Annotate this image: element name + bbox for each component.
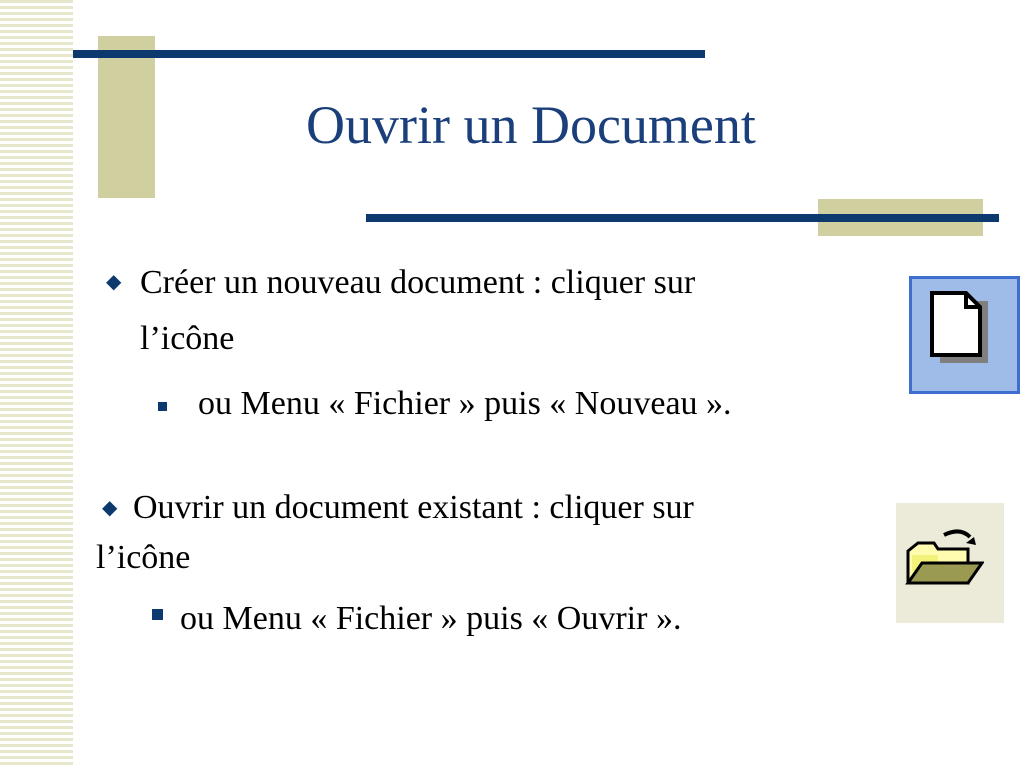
square-bullet-icon — [152, 609, 163, 620]
bullet-2-line-1: Ouvrir un document existant : cliquer sur — [133, 489, 694, 526]
new-document-icon — [928, 289, 1008, 369]
square-bullet-icon — [158, 402, 167, 411]
new-document-button[interactable] — [909, 276, 1020, 394]
bullet-1-sub: ou Menu « Fichier » puis « Nouveau ». — [198, 385, 732, 422]
bullet-1-line-2: l’icône — [140, 320, 235, 357]
diamond-bullet-icon: ◆ — [102, 497, 118, 519]
open-folder-icon — [904, 527, 984, 593]
top-accent-line — [73, 50, 705, 58]
left-stripe-decoration — [0, 0, 73, 768]
slide-title: Ouvrir un Document — [306, 95, 756, 155]
top-accent-block — [98, 36, 155, 198]
bullet-1-line-1: Créer un nouveau document : cliquer sur — [140, 264, 696, 301]
open-document-button[interactable] — [896, 503, 1004, 623]
bullet-2-sub: ou Menu « Fichier » puis « Ouvrir ». — [180, 600, 682, 637]
bottom-accent-line — [366, 214, 999, 222]
bullet-2-line-2: l’icône — [96, 539, 191, 576]
diamond-bullet-icon: ◆ — [106, 271, 122, 293]
